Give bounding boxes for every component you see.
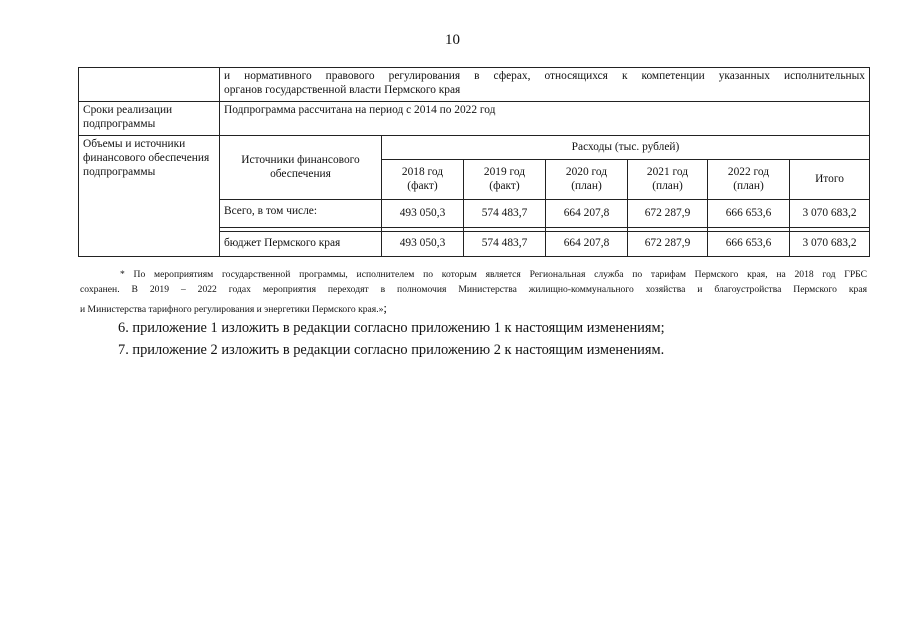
year-header-2021: 2021 год (план) xyxy=(628,160,708,200)
funding-label: Объемы и источники финансового обеспечения подпрограммы xyxy=(79,136,220,257)
competence-text-line2: органов государственной власти Пермского края xyxy=(224,83,461,96)
total-sum-value: 3 070 683,2 xyxy=(790,200,870,228)
competence-row-label xyxy=(79,68,220,102)
total-header: Итого xyxy=(790,160,870,200)
expenses-header: Расходы (тыс. рублей) xyxy=(382,136,870,160)
total-2020-value: 664 207,8 xyxy=(546,200,628,228)
year-header-2018: 2018 год (факт) xyxy=(382,160,464,200)
budget-2021-value: 672 287,9 xyxy=(628,232,708,257)
total-row-source: Всего, в том числе: xyxy=(220,200,382,228)
amendment-item-6: 6. приложение 1 изложить в редакции согласно приложению 1 к настоящим изменениям; xyxy=(118,320,665,336)
funding-header-row xyxy=(79,136,870,160)
footnote-semicolon: ; xyxy=(383,299,388,315)
footnote-line3: и Министерства тарифного регулирования и энергетики Пермского края.»; xyxy=(80,299,388,315)
total-2018-value: 493 050,3 xyxy=(382,200,464,228)
year-header-2022: 2022 год (план) xyxy=(708,160,790,200)
competence-row xyxy=(79,68,870,102)
footnote xyxy=(80,268,867,318)
total-2019-value: 574 483,7 xyxy=(464,200,546,228)
footnote-line2: сохранен. В 2019 – 2022 годах мероприятия переходят в полномочия Министерства жилищно-коммунального хозяйства и благоустройства Пермского края xyxy=(80,283,867,295)
budget-2020-value: 664 207,8 xyxy=(546,232,628,257)
page-number: 10 xyxy=(445,32,460,48)
budget-2018-value: 493 050,3 xyxy=(382,232,464,257)
regional-budget-source: бюджет Пермского края xyxy=(220,232,382,257)
subprogram-passport-table xyxy=(78,67,870,257)
footnote-line1: * По мероприятиям государственной программы, исполнителем по которым является Региональная служба по тарифам Пермского края, на 2018 год ГРБС xyxy=(120,269,867,280)
period-label: Сроки реализации подпрограммы xyxy=(79,102,220,136)
total-2021-value: 672 287,9 xyxy=(628,200,708,228)
sources-header: Источники финансового обеспечения xyxy=(220,136,382,200)
amendment-item-7: 7. приложение 2 изложить в редакции согласно приложению 2 к настоящим изменениям. xyxy=(118,342,665,358)
budget-sum-value: 3 070 683,2 xyxy=(790,232,870,257)
competence-text-line1: и нормативного правового регулирования в сферах, относящихся к компетенции указанных исполнительных xyxy=(224,70,865,82)
period-row xyxy=(79,102,870,136)
total-2022-value: 666 653,6 xyxy=(708,200,790,228)
budget-2022-value: 666 653,6 xyxy=(708,232,790,257)
year-header-2020: 2020 год (план) xyxy=(546,160,628,200)
budget-2019-value: 574 483,7 xyxy=(464,232,546,257)
competence-text-cell xyxy=(220,68,870,102)
period-text: Подпрограмма рассчитана на период с 2014 по 2022 год xyxy=(220,102,870,136)
year-header-2019: 2019 год (факт) xyxy=(464,160,546,200)
